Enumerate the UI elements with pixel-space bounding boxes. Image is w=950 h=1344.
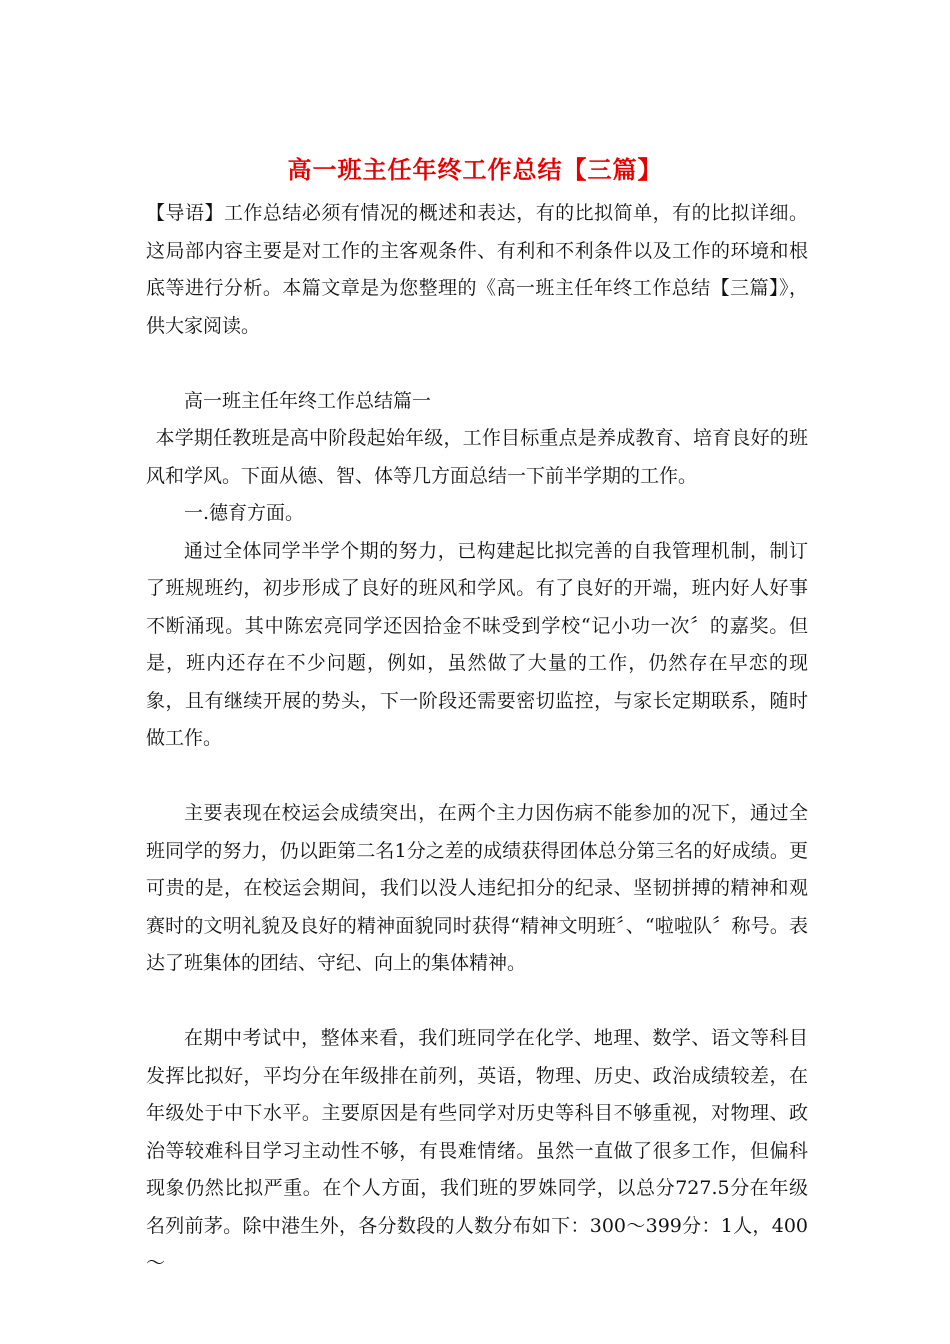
section-title: 高一班主任年终工作总结篇一 [184,389,432,412]
document-body [146,195,808,1283]
paragraph-gap [146,758,808,796]
paragraph-2: 通过全体同学半学个期的努力，已构建起比拟完善的自我管理机制，制订了班规班约，初步形成了良好的班风和学风。有了良好的开端，班内好人好事不断涌现。其中陈宏亮同学还因拾金不昧受到学校“记小功一次〞的嘉奖。但是，班内还存在不少问题，例如，虽然做了大量的工作，仍然存在早恋的现象，且有继续开展的势头，下一阶段还需要密切监控，与家长定期联系，随时做工作。 [146,539,808,749]
paragraph-gap [146,345,808,383]
subheading-moral-education: 一.德育方面。 [184,502,305,524]
intro-paragraph: 【导语】工作总结必须有情况的概述和表达，有的比拟简单，有的比拟详细。这局部内容主要是对工作的主客观条件、有利和不利条件以及工作的环境和根底等进行分析。本篇文章是为您整理的《高一班主任年终工作总结【三篇】》，供大家阅读。 [146,202,808,337]
paragraph-3: 主要表现在校运会成绩突出，在两个主力因伤病不能参加的况下，通过全班同学的努力，仍以距第二名1分之差的成绩获得团体总分第三名的好成绩。更可贵的是，在校运会期间，我们以没人违纪扣分的纪录、坚韧拼搏的精神和观赛时的文明礼貌及良好的精神面貌同时获得“精神文明班〞、“啦啦队〞称号。表达了班集体的团结、守纪、向上的集体精神。 [146,802,808,974]
paragraph-1: 本学期任教班是高中阶段起始年级，工作目标重点是养成教育、培育良好的班风和学风。下面从德、智、体等几方面总结一下前半学期的工作。 [146,427,808,487]
document-title: 高一班主任年终工作总结【三篇】 [287,155,663,184]
paragraph-gap [146,983,808,1021]
paragraph-4: 在期中考试中，整体来看，我们班同学在化学、地理、数学、语文等科目发挥比拟好，平均分在年级排在前列，英语，物理、历史、政治成绩较差，在年级处于中下水平。主要原因是有些同学对历史等科目不够重视，对物理、政治等较难科目学习主动性不够，有畏难情绪。虽然一直做了很多工作，但偏科现象仍然比拟严重。在个人方面，我们班的罗姝同学，以总分727.5分在年级名列前茅。除中港生外，各分数段的人数分布如下：300～399分：1人，400～ [146,1027,808,1274]
